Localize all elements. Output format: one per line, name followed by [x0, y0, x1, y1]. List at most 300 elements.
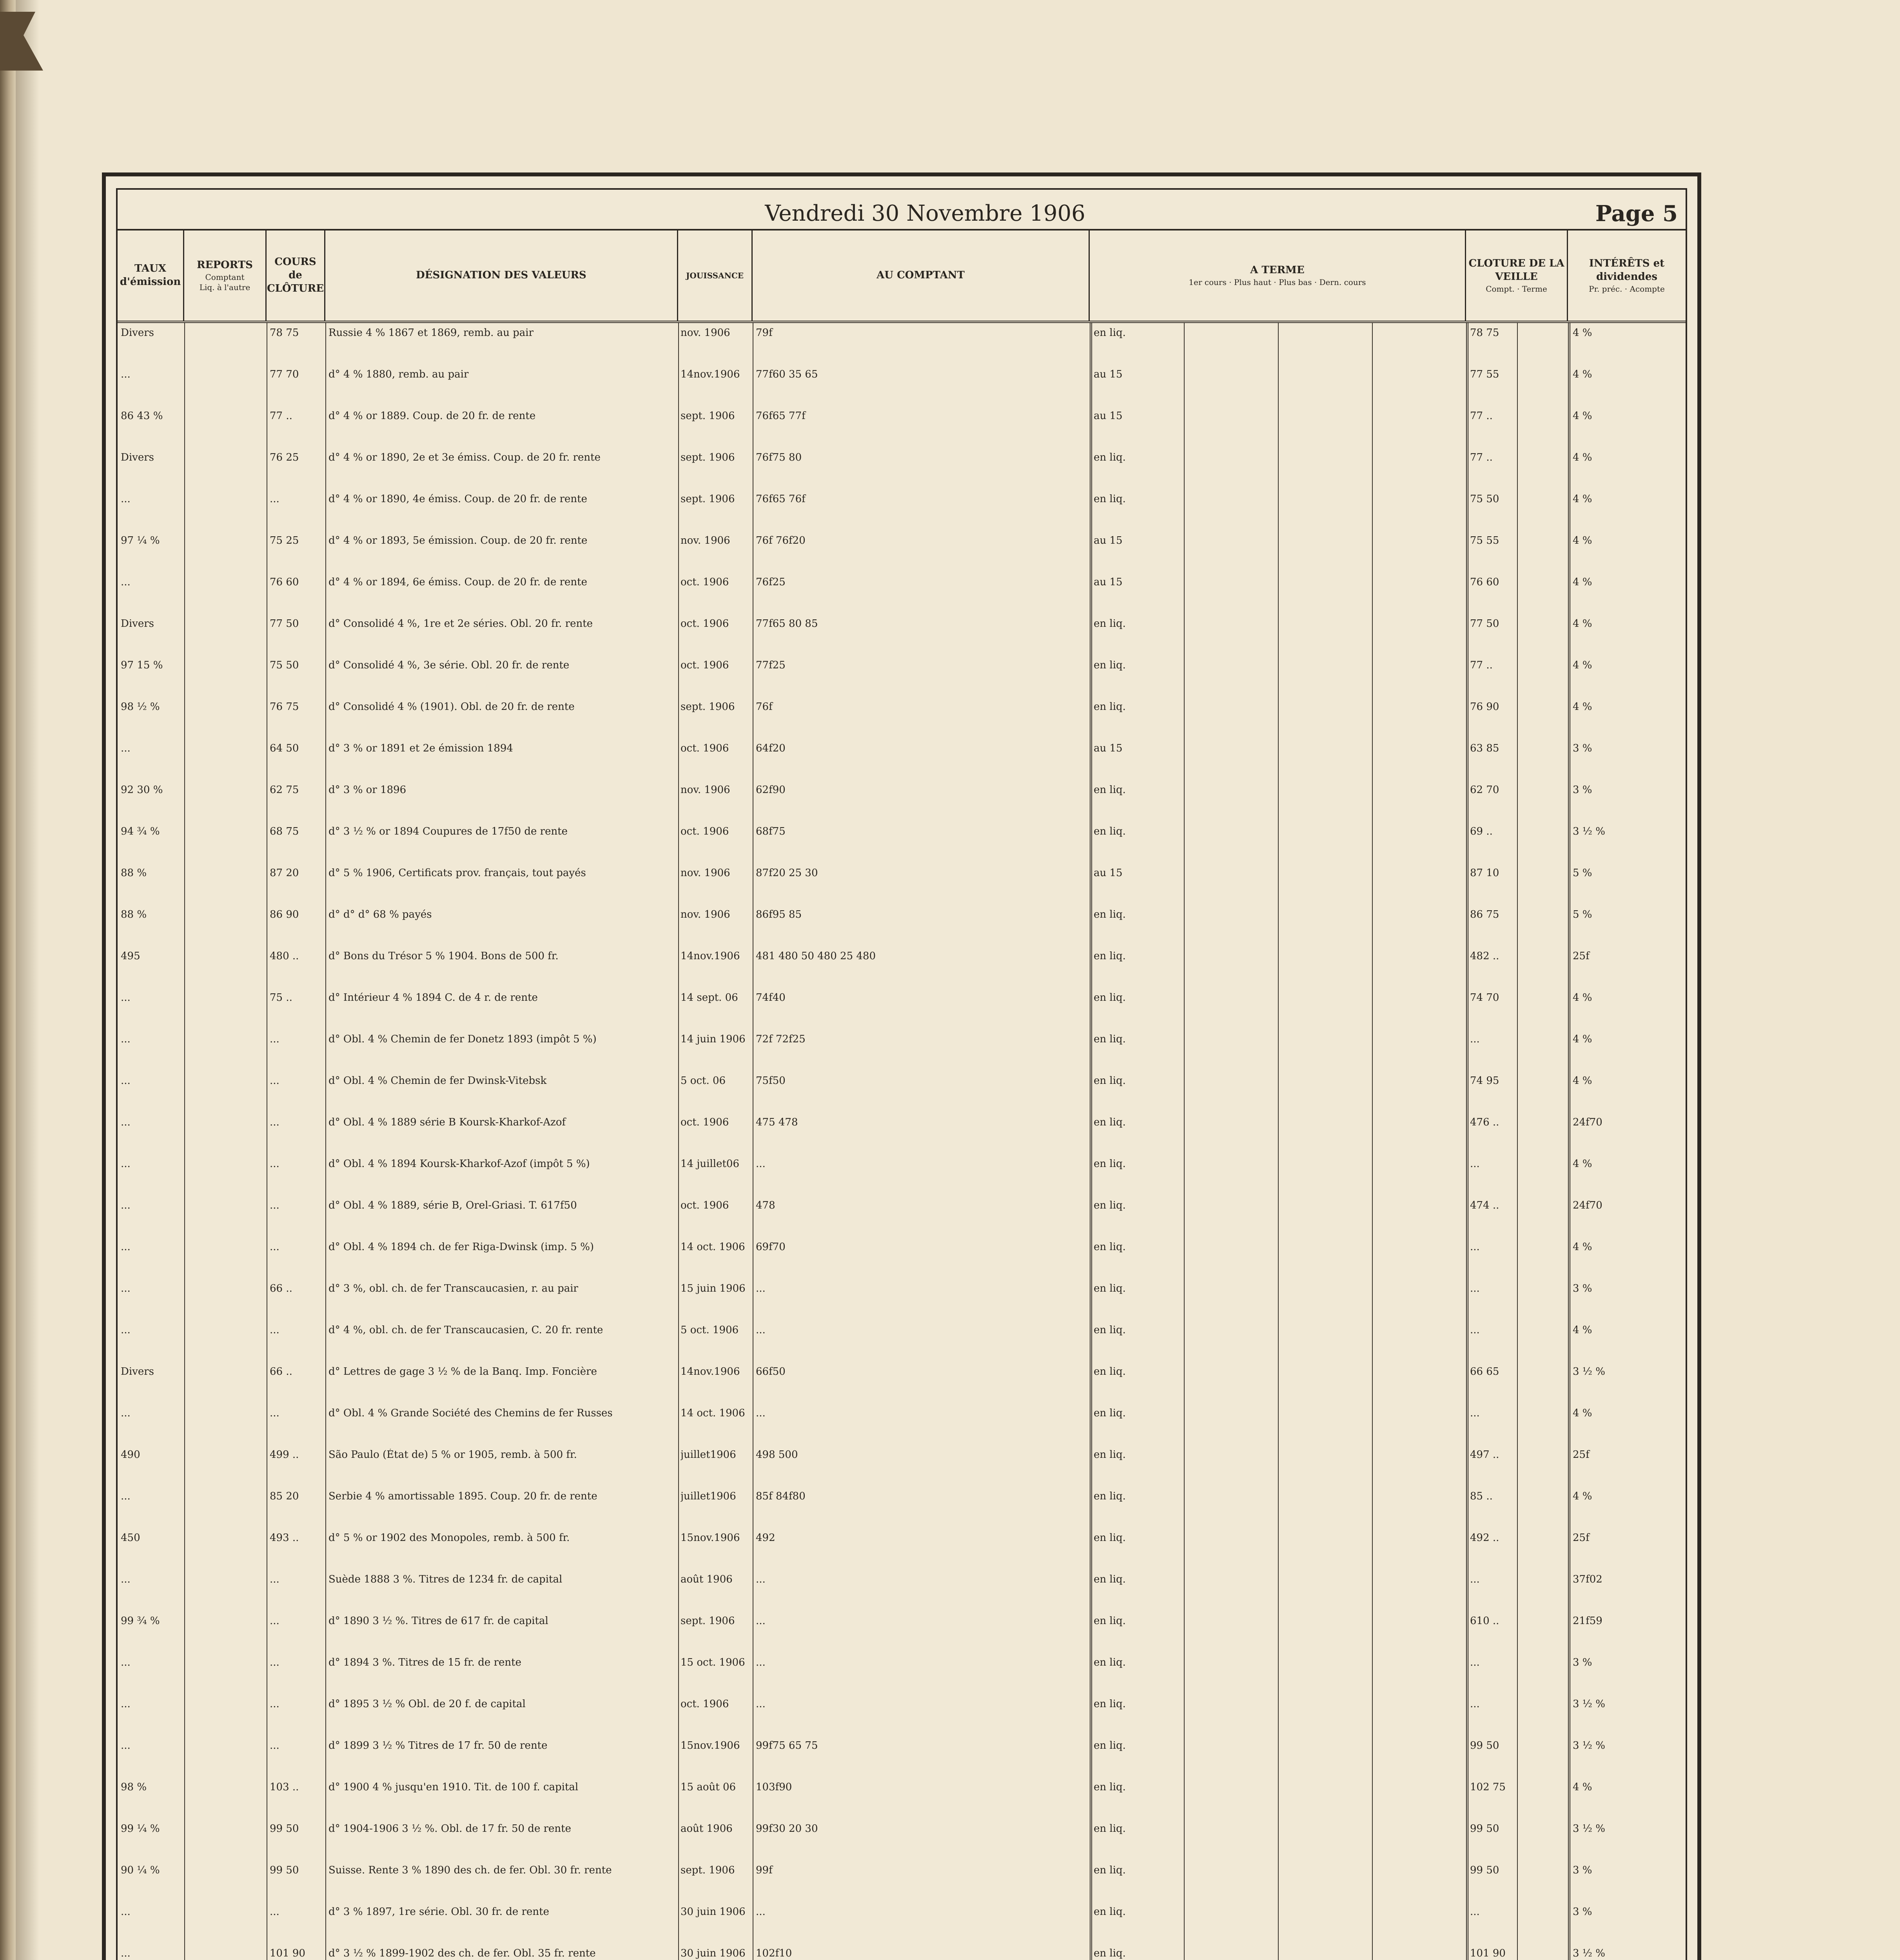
table-row	[118, 992, 1686, 1033]
cell-comptant: 492	[756, 1532, 775, 1544]
cell-cours: ...	[270, 1740, 279, 1751]
cell-cours: 66 ..	[270, 1283, 292, 1294]
cell-comptant: 79f	[756, 327, 773, 339]
cell-jouissance: oct. 1906	[681, 576, 729, 588]
cell-jouissance: sept. 1906	[681, 410, 735, 422]
cell-interet: 4 %	[1573, 992, 1592, 1004]
page-header	[118, 190, 1686, 230]
col-header-designation	[325, 230, 678, 321]
cell-designation: d° 4 % or 1890, 4e émiss. Coup. de 20 fr. de rente	[328, 493, 588, 505]
table-row	[118, 1781, 1686, 1823]
cell-jouissance: 15nov.1906	[681, 1532, 740, 1544]
cell-terme: en liq.	[1094, 1200, 1126, 1211]
cell-terme: en liq.	[1094, 1158, 1126, 1170]
cell-designation: Suisse. Rente 3 % 1890 des ch. de fer. Obl. 30 fr. rente	[328, 1864, 612, 1876]
cell-comptant: 77f60 35 65	[756, 368, 818, 380]
cell-comptant: 74f40	[756, 992, 786, 1004]
cell-comptant: 76f65 77f	[756, 410, 806, 422]
table-row	[118, 826, 1686, 867]
cell-veille: 77 ..	[1470, 410, 1493, 422]
cell-comptant: 76f65 76f	[756, 493, 806, 505]
cell-cours: 493 ..	[270, 1532, 299, 1544]
cell-terme: en liq.	[1094, 1864, 1126, 1876]
cell-interet: 4 %	[1573, 659, 1592, 671]
cell-veille: ...	[1470, 1283, 1480, 1294]
cell-terme: en liq.	[1094, 1740, 1126, 1751]
table-row	[118, 1698, 1686, 1740]
cell-cours: 85 20	[270, 1490, 299, 1502]
cell-veille: ...	[1470, 1033, 1480, 1045]
cell-veille: 476 ..	[1470, 1116, 1499, 1128]
table-row	[118, 1823, 1686, 1864]
cell-taux: ...	[121, 493, 131, 505]
cell-taux: ...	[121, 1906, 131, 1918]
cell-comptant: 86f95 85	[756, 909, 802, 920]
table-row	[118, 1116, 1686, 1158]
cell-interet: 3 %	[1573, 1657, 1592, 1668]
col-header-premier-cours: 1er cours	[1189, 277, 1227, 287]
cell-taux: 88 %	[121, 867, 147, 879]
cell-cours: 99 50	[270, 1823, 299, 1835]
cell-terme: en liq.	[1094, 701, 1126, 713]
cell-designation: São Paulo (État de) 5 % or 1905, remb. à 500 fr.	[328, 1449, 577, 1461]
cell-terme: en liq.	[1094, 1116, 1126, 1128]
cell-designation: d° 5 % or 1902 des Monopoles, remb. à 500 fr.	[328, 1532, 570, 1544]
cell-jouissance: sept. 1906	[681, 493, 735, 505]
cell-designation: d° 4 % 1880, remb. au pair	[328, 368, 469, 380]
col-header-taux-label: TAUX d'émission	[120, 263, 181, 288]
cell-interet: 3 ½ %	[1573, 1698, 1605, 1710]
cell-veille: 75 55	[1470, 535, 1499, 546]
col-header-cloture-sub: Compt. · Terme	[1486, 284, 1547, 294]
cell-veille: 497 ..	[1470, 1449, 1499, 1461]
cell-comptant: 76f 76f20	[756, 535, 806, 546]
page-number: Page 5	[1595, 201, 1678, 227]
cell-taux: 92 30 %	[121, 784, 163, 796]
cell-taux: 88 %	[121, 909, 147, 920]
cell-comptant: 72f 72f25	[756, 1033, 806, 1045]
cell-terme: en liq.	[1094, 1906, 1126, 1918]
cell-taux: ...	[121, 742, 131, 754]
cell-comptant: ...	[756, 1698, 766, 1710]
cell-jouissance: 14 juillet06	[681, 1158, 740, 1170]
cell-taux: ...	[121, 1407, 131, 1419]
cell-comptant: 99f	[756, 1864, 773, 1876]
cell-cours: ...	[270, 1615, 279, 1627]
cell-interet: 4 %	[1573, 1033, 1592, 1045]
cell-jouissance: 30 juin 1906	[681, 1947, 746, 1959]
cell-interet: 4 %	[1573, 1158, 1592, 1170]
cell-designation: d° Lettres de gage 3 ½ % de la Banq. Imp. Foncière	[328, 1366, 597, 1377]
cell-designation: d° Intérieur 4 % 1894 C. de 4 r. de rente	[328, 992, 538, 1004]
cell-terme: en liq.	[1094, 1615, 1126, 1627]
cell-jouissance: 15nov.1906	[681, 1740, 740, 1751]
table-row	[118, 618, 1686, 659]
cell-designation: d° 3 % or 1896	[328, 784, 406, 796]
cell-designation: d° 5 % 1906, Certificats prov. français, tout payés	[328, 867, 586, 879]
table-frame	[102, 172, 1701, 1960]
cell-terme: au 15	[1094, 535, 1123, 546]
cell-veille: 102 75	[1470, 1781, 1506, 1793]
cell-veille: 85 ..	[1470, 1490, 1493, 1502]
cell-taux: 98 %	[121, 1781, 147, 1793]
table-row	[118, 1449, 1686, 1490]
table-row	[118, 1740, 1686, 1781]
cell-interet: 3 %	[1573, 742, 1592, 754]
cell-jouissance: août 1906	[681, 1823, 733, 1835]
col-header-dernier-cours: Dern. cours	[1319, 277, 1366, 287]
cell-veille: ...	[1470, 1906, 1480, 1918]
cell-jouissance: 14 juin 1906	[681, 1033, 746, 1045]
col-header-interets-label: INTÉRÊTS et dividendes	[1589, 258, 1665, 283]
cell-cours: ...	[270, 1075, 279, 1087]
cell-veille: 78 75	[1470, 327, 1499, 339]
cell-taux: Divers	[121, 327, 154, 339]
cell-jouissance: oct. 1906	[681, 1200, 729, 1211]
table-row	[118, 1573, 1686, 1615]
cell-jouissance: oct. 1906	[681, 742, 729, 754]
cell-cours: 78 75	[270, 327, 299, 339]
cell-interet: 4 %	[1573, 701, 1592, 713]
table-row	[118, 909, 1686, 950]
cell-designation: d° d° d° 68 % payés	[328, 909, 432, 920]
cell-taux: ...	[121, 1241, 131, 1253]
cell-interet: 4 %	[1573, 493, 1592, 505]
cell-jouissance: 15 juin 1906	[681, 1283, 746, 1294]
table-row	[118, 1033, 1686, 1075]
col-header-pr-prec: Pr. préc.	[1589, 284, 1622, 294]
cell-comptant: ...	[756, 1407, 766, 1419]
table-row	[118, 1241, 1686, 1283]
cell-comptant: 478	[756, 1200, 775, 1211]
cell-interet: 25f	[1573, 1449, 1590, 1461]
table-row	[118, 950, 1686, 992]
table-row	[118, 368, 1686, 410]
newspaper-page	[16, 0, 1900, 1960]
cell-taux: 99 ¼ %	[121, 1823, 160, 1835]
cell-designation: d° 3 %, obl. ch. de fer Transcaucasien, r. au pair	[328, 1283, 578, 1294]
cell-veille: 62 70	[1470, 784, 1499, 796]
cell-jouissance: oct. 1906	[681, 618, 729, 630]
cell-comptant: 77f65 80 85	[756, 618, 818, 630]
cell-jouissance: nov. 1906	[681, 867, 730, 879]
cell-jouissance: nov. 1906	[681, 535, 730, 546]
page-date: Vendredi 30 Novembre 1906	[765, 201, 1085, 226]
cell-terme: en liq.	[1094, 1033, 1126, 1045]
table-row	[118, 410, 1686, 452]
cell-veille: 492 ..	[1470, 1532, 1499, 1544]
cell-terme: en liq.	[1094, 1532, 1126, 1544]
cell-terme: en liq.	[1094, 1449, 1126, 1461]
cell-terme: en liq.	[1094, 1283, 1126, 1294]
cell-jouissance: sept. 1906	[681, 452, 735, 463]
cell-taux: 490	[121, 1449, 140, 1461]
cell-taux: Divers	[121, 618, 154, 630]
cell-interet: 4 %	[1573, 1781, 1592, 1793]
table-row	[118, 659, 1686, 701]
cell-comptant: 102f10	[756, 1947, 792, 1959]
cell-comptant: ...	[756, 1615, 766, 1627]
cell-taux: ...	[121, 1698, 131, 1710]
cell-designation: d° 4 % or 1894, 6e émiss. Coup. de 20 fr. de rente	[328, 576, 588, 588]
cell-cours: ...	[270, 1324, 279, 1336]
cell-interet: 3 %	[1573, 1906, 1592, 1918]
cell-terme: au 15	[1094, 742, 1123, 754]
cell-cours: 62 75	[270, 784, 299, 796]
cell-interet: 4 %	[1573, 1075, 1592, 1087]
cell-interet: 24f70	[1573, 1116, 1602, 1128]
cell-interet: 4 %	[1573, 576, 1592, 588]
cell-designation: d° Obl. 4 % 1889 série B Koursk-Kharkof-Azof	[328, 1116, 566, 1128]
col-header-comptant-label: Comptant	[205, 272, 245, 282]
cell-designation: d° Consolidé 4 % (1901). Obl. de 20 fr. de rente	[328, 701, 575, 713]
cell-veille: ...	[1470, 1407, 1480, 1419]
cell-taux: 98 ½ %	[121, 701, 160, 713]
cell-designation: d° Consolidé 4 %, 1re et 2e séries. Obl. 20 fr. rente	[328, 618, 593, 630]
table-row	[118, 535, 1686, 576]
cell-designation: d° Obl. 4 % Chemin de fer Donetz 1893 (impôt 5 %)	[328, 1033, 597, 1045]
cell-comptant: 76f75 80	[756, 452, 802, 463]
cell-terme: en liq.	[1094, 1698, 1126, 1710]
table-row	[118, 1657, 1686, 1698]
cell-veille: ...	[1470, 1573, 1480, 1585]
cell-veille: 99 50	[1470, 1823, 1499, 1835]
cell-comptant: 62f90	[756, 784, 786, 796]
cell-jouissance: 5 oct. 1906	[681, 1324, 739, 1336]
cell-jouissance: juillet1906	[681, 1490, 736, 1502]
cell-designation: d° 1890 3 ½ %. Titres de 617 fr. de capital	[328, 1615, 548, 1627]
cell-designation: d° Obl. 4 % 1889, série B, Orel-Griasi. T. 617f50	[328, 1200, 577, 1211]
cell-terme: au 15	[1094, 410, 1123, 422]
cell-jouissance: 14nov.1906	[681, 950, 740, 962]
cell-interet: 21f59	[1573, 1615, 1602, 1627]
cell-designation: d° 1894 3 %. Titres de 15 fr. de rente	[328, 1657, 521, 1668]
cell-taux: ...	[121, 1490, 131, 1502]
cell-comptant: 498 500	[756, 1449, 798, 1461]
cell-jouissance: nov. 1906	[681, 909, 730, 920]
col-header-terme: Terme	[1522, 284, 1547, 294]
cell-veille: 76 90	[1470, 701, 1499, 713]
table-body	[118, 323, 1686, 1960]
cell-cours: 76 75	[270, 701, 299, 713]
cell-cours: 103 ..	[270, 1781, 299, 1793]
cell-terme: en liq.	[1094, 327, 1126, 339]
cell-terme: en liq.	[1094, 1823, 1126, 1835]
cell-cours: 66 ..	[270, 1366, 292, 1377]
cell-cours: 480 ..	[270, 950, 299, 962]
table-row	[118, 1407, 1686, 1449]
cell-interet: 4 %	[1573, 1490, 1592, 1502]
cell-jouissance: nov. 1906	[681, 327, 730, 339]
cell-interet: 3 ½ %	[1573, 1823, 1605, 1835]
cell-jouissance: sept. 1906	[681, 701, 735, 713]
cell-comptant: ...	[756, 1283, 766, 1294]
cell-cours: 75 25	[270, 535, 299, 546]
col-header-reports-label: REPORTS	[197, 259, 253, 271]
col-header-a-terme-sub: 1er cours · Plus haut · Plus bas · Dern. cours	[1189, 277, 1366, 287]
cell-interet: 3 ½ %	[1573, 1947, 1605, 1959]
cell-interet: 3 ½ %	[1573, 1740, 1605, 1751]
col-header-a-terme	[1090, 230, 1466, 321]
cell-taux: ...	[121, 368, 131, 380]
table-header	[118, 230, 1686, 323]
cell-veille: 69 ..	[1470, 826, 1493, 837]
table-row	[118, 1906, 1686, 1947]
cell-interet: 25f	[1573, 950, 1590, 962]
col-header-jouissance-label: JOUISSANCE	[686, 271, 744, 280]
cell-terme: au 15	[1094, 867, 1123, 879]
cell-taux: ...	[121, 1075, 131, 1087]
cell-veille: 74 95	[1470, 1075, 1499, 1087]
cell-taux: 94 ¾ %	[121, 826, 160, 837]
cell-taux: 97 15 %	[121, 659, 163, 671]
cell-interet: 5 %	[1573, 909, 1592, 920]
col-header-plus-bas: Plus bas	[1279, 277, 1312, 287]
table-row	[118, 1532, 1686, 1573]
table-row	[118, 1947, 1686, 1960]
cell-interet: 3 %	[1573, 784, 1592, 796]
cell-comptant: ...	[756, 1573, 766, 1585]
cell-comptant: ...	[756, 1324, 766, 1336]
cell-jouissance: 15 août 06	[681, 1781, 736, 1793]
table-row	[118, 742, 1686, 784]
cell-interet: 3 %	[1573, 1283, 1592, 1294]
cell-designation: d° Consolidé 4 %, 3e série. Obl. 20 fr. de rente	[328, 659, 570, 671]
col-header-cloture-label: CLOTURE DE LA VEILLE	[1468, 258, 1564, 283]
cell-veille: 63 85	[1470, 742, 1499, 754]
cell-comptant: 475 478	[756, 1116, 798, 1128]
cell-designation: d° 4 %, obl. ch. de fer Transcaucasien, C. 20 fr. rente	[328, 1324, 603, 1336]
cell-comptant: 75f50	[756, 1075, 786, 1087]
cell-terme: en liq.	[1094, 909, 1126, 920]
cell-comptant: 85f 84f80	[756, 1490, 806, 1502]
cell-designation: d° 4 % or 1890, 2e et 3e émiss. Coup. de 20 fr. rente	[328, 452, 601, 463]
cell-interet: 4 %	[1573, 368, 1592, 380]
table-row	[118, 452, 1686, 493]
cell-taux: ...	[121, 1116, 131, 1128]
cell-veille: ...	[1470, 1657, 1480, 1668]
cell-cours: 77 50	[270, 618, 299, 630]
col-header-reports	[184, 230, 267, 321]
cell-terme: en liq.	[1094, 493, 1126, 505]
cell-designation: Serbie 4 % amortissable 1895. Coup. 20 fr. de rente	[328, 1490, 597, 1502]
cell-terme: en liq.	[1094, 1407, 1126, 1419]
cell-designation: d° Obl. 4 % Grande Société des Chemins de fer Russes	[328, 1407, 613, 1419]
cell-taux: 99 ¾ %	[121, 1615, 160, 1627]
cell-veille: 77 ..	[1470, 659, 1493, 671]
cell-interet: 3 %	[1573, 1864, 1592, 1876]
cell-cours: 87 20	[270, 867, 299, 879]
cell-jouissance: sept. 1906	[681, 1615, 735, 1627]
cell-comptant: 99f30 20 30	[756, 1823, 818, 1835]
cell-terme: en liq.	[1094, 992, 1126, 1004]
cell-terme: en liq.	[1094, 618, 1126, 630]
cell-taux: ...	[121, 1573, 131, 1585]
cell-veille: 77 ..	[1470, 452, 1493, 463]
cell-interet: 4 %	[1573, 452, 1592, 463]
table-row	[118, 576, 1686, 618]
cell-cours: ...	[270, 1906, 279, 1918]
cell-terme: en liq.	[1094, 1366, 1126, 1377]
cell-cours: ...	[270, 493, 279, 505]
cell-jouissance: 14nov.1906	[681, 368, 740, 380]
cell-veille: 610 ..	[1470, 1615, 1499, 1627]
cell-cours: ...	[270, 1033, 279, 1045]
cell-comptant: 481 480 50 480 25 480	[756, 950, 876, 962]
cell-designation: d° 3 % or 1891 et 2e émission 1894	[328, 742, 513, 754]
table-row	[118, 1490, 1686, 1532]
col-header-au-comptant	[753, 230, 1090, 321]
cell-jouissance: oct. 1906	[681, 1698, 729, 1710]
table-row	[118, 1615, 1686, 1657]
cell-designation: d° Obl. 4 % 1894 Koursk-Kharkof-Azof (impôt 5 %)	[328, 1158, 590, 1170]
cell-comptant: 76f25	[756, 576, 786, 588]
table-row	[118, 1200, 1686, 1241]
table-inner-frame	[116, 188, 1687, 1960]
cell-veille: ...	[1470, 1324, 1480, 1336]
table-row	[118, 493, 1686, 535]
cell-designation: d° 1900 4 % jusqu'en 1910. Tit. de 100 f. capital	[328, 1781, 579, 1793]
col-header-compt: Compt.	[1486, 284, 1515, 294]
col-header-plus-haut: Plus haut	[1234, 277, 1272, 287]
col-header-jouissance	[678, 230, 753, 321]
table-row	[118, 1366, 1686, 1407]
cell-taux: 450	[121, 1532, 140, 1544]
cell-veille: 87 10	[1470, 867, 1499, 879]
cell-cours: ...	[270, 1698, 279, 1710]
cell-terme: en liq.	[1094, 659, 1126, 671]
cell-interet: 25f	[1573, 1532, 1590, 1544]
cell-veille: 99 50	[1470, 1740, 1499, 1751]
cell-interet: 4 %	[1573, 1324, 1592, 1336]
cell-designation: d° 1904-1906 3 ½ %. Obl. de 17 fr. 50 de rente	[328, 1823, 572, 1835]
table-row	[118, 1864, 1686, 1906]
cell-designation: d° Bons du Trésor 5 % 1904. Bons de 500 fr.	[328, 950, 559, 962]
col-header-cours-label: COURS de CLÔTURE	[267, 256, 324, 294]
cell-cours: ...	[270, 1573, 279, 1585]
cell-veille: ...	[1470, 1158, 1480, 1170]
col-header-au-comptant-label: AU COMPTANT	[877, 269, 965, 281]
cell-designation: d° 3 ½ % or 1894 Coupures de 17f50 de rente	[328, 826, 568, 837]
cell-comptant: 68f75	[756, 826, 786, 837]
cell-interet: 3 ½ %	[1573, 1366, 1605, 1377]
cell-terme: en liq.	[1094, 1573, 1126, 1585]
cell-veille: 77 50	[1470, 618, 1499, 630]
col-header-interets-sub: Pr. préc. · Acompte	[1589, 284, 1665, 294]
cell-veille: 74 70	[1470, 992, 1499, 1004]
col-header-liq-label: Liq. à l'autre	[199, 282, 250, 292]
cell-jouissance: sept. 1906	[681, 1864, 735, 1876]
cell-jouissance: 15 oct. 1906	[681, 1657, 745, 1668]
cell-comptant: ...	[756, 1906, 766, 1918]
cell-comptant: 64f20	[756, 742, 786, 754]
cell-terme: en liq.	[1094, 1241, 1126, 1253]
cell-terme: au 15	[1094, 368, 1123, 380]
cell-jouissance: 14nov.1906	[681, 1366, 740, 1377]
cell-designation: Russie 4 % 1867 et 1869, remb. au pair	[328, 327, 534, 339]
cell-interet: 37f02	[1573, 1573, 1602, 1585]
cell-jouissance: 14 oct. 1906	[681, 1241, 745, 1253]
cell-designation: Suède 1888 3 %. Titres de 1234 fr. de capital	[328, 1573, 563, 1585]
cell-taux: 86 43 %	[121, 410, 163, 422]
cell-comptant: 66f50	[756, 1366, 786, 1377]
cell-terme: en liq.	[1094, 1324, 1126, 1336]
cell-terme: en liq.	[1094, 1781, 1126, 1793]
table-row	[118, 701, 1686, 742]
cell-taux: ...	[121, 1283, 131, 1294]
cell-cours: 76 60	[270, 576, 299, 588]
cell-designation: d° 4 % or 1889. Coup. de 20 fr. de rente	[328, 410, 536, 422]
